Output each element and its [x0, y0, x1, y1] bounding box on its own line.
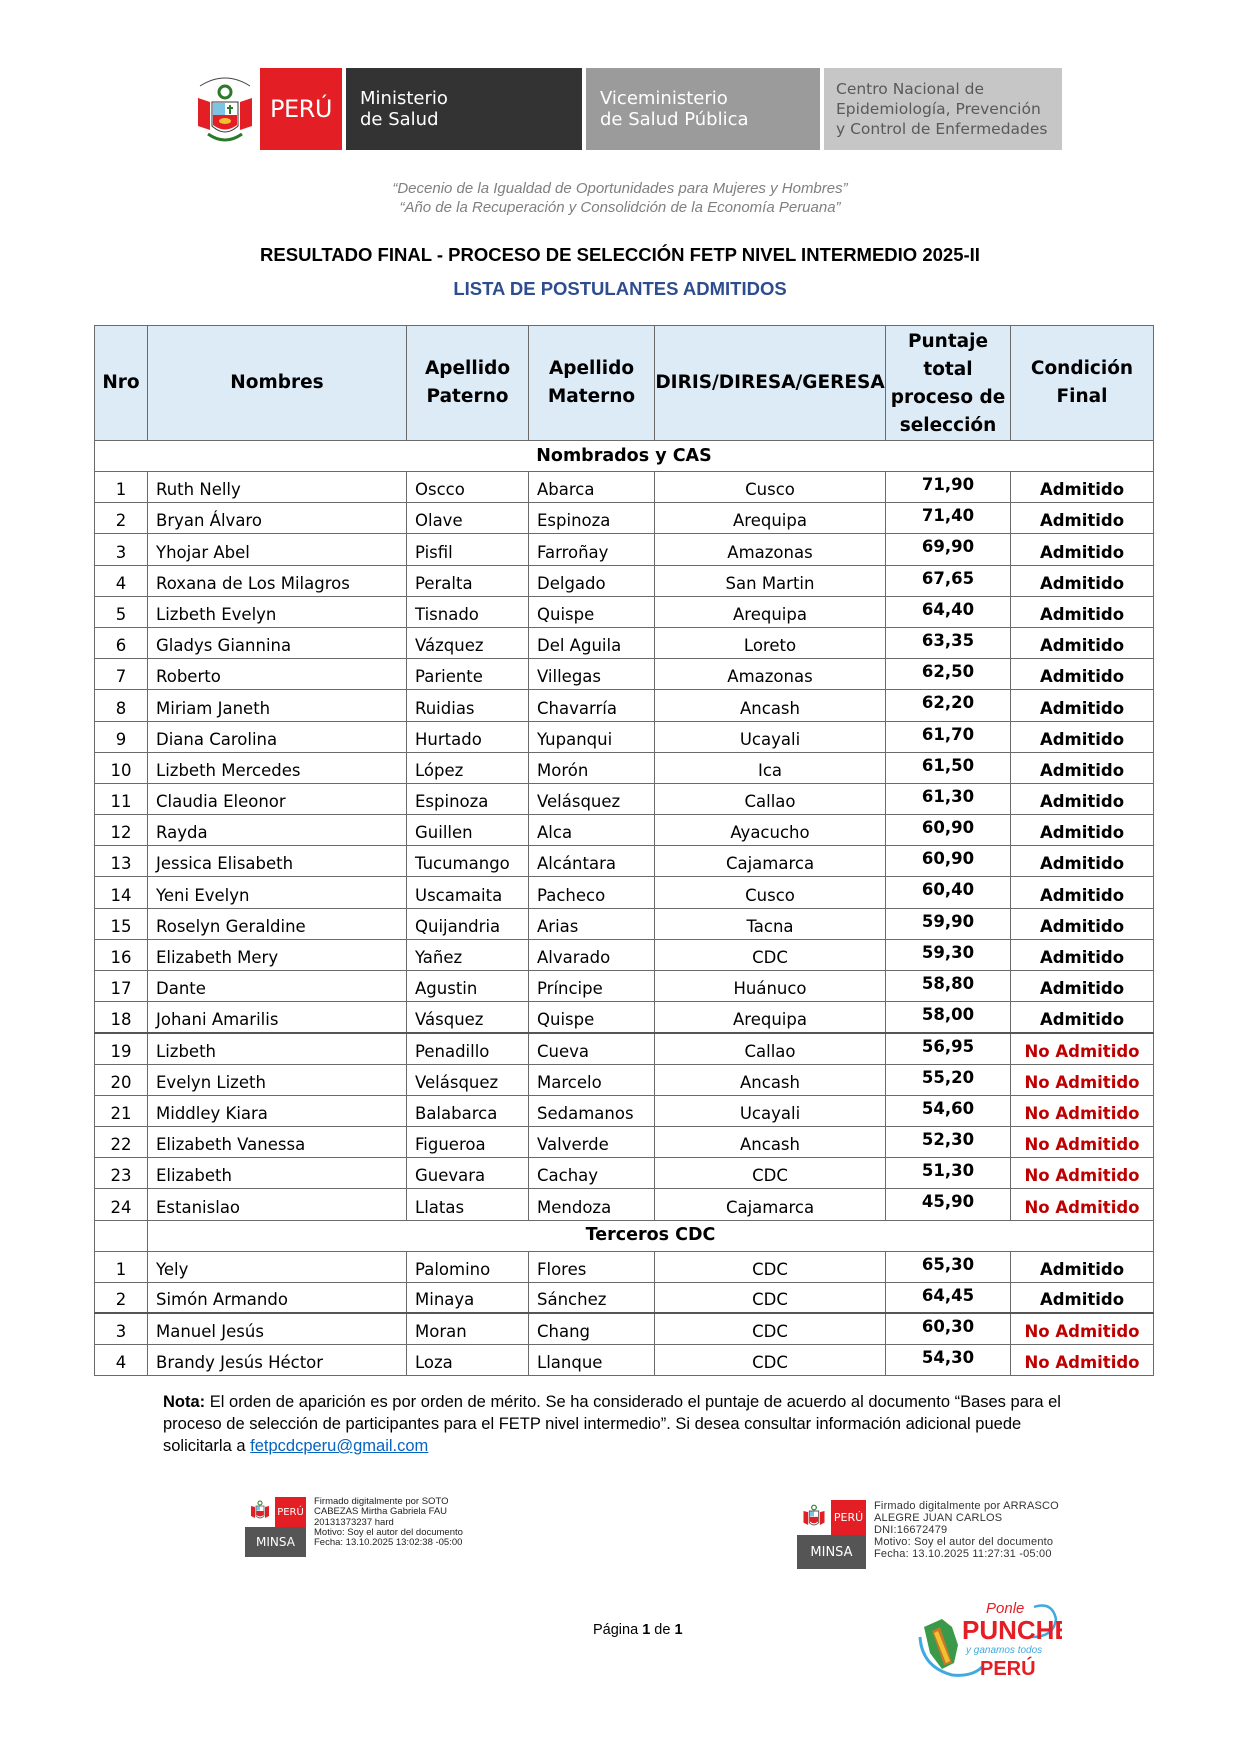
cell-apellido-paterno: Minaya [407, 1282, 529, 1313]
table-row [95, 1126, 1154, 1157]
cell-puntaje: 67,65 [886, 565, 1011, 596]
cell-condicion: No Admitido [1011, 1095, 1154, 1126]
cell-nro: 9 [95, 721, 148, 752]
cell-puntaje: 45,90 [886, 1189, 1011, 1220]
cell-nro: 6 [95, 627, 148, 658]
cell-nombres: Ruth Nelly [148, 472, 407, 503]
table-row [95, 1158, 1154, 1189]
cell-nro: 19 [95, 1033, 148, 1064]
cell-nro: 17 [95, 971, 148, 1002]
cell-nombres: Lizbeth Mercedes [148, 752, 407, 783]
table-row [95, 1095, 1154, 1126]
cell-nro: 13 [95, 846, 148, 877]
cell-apellido-materno: Llanque [529, 1345, 655, 1376]
cell-puntaje: 54,60 [886, 1095, 1011, 1126]
cell-puntaje: 58,00 [886, 1002, 1011, 1033]
cell-diris: Amazonas [655, 659, 886, 690]
col-header-puntaje: Puntaje total proceso de selección [886, 326, 1011, 441]
cell-condicion: Admitido [1011, 690, 1154, 721]
cell-nro: 2 [95, 503, 148, 534]
cell-nro: 20 [95, 1064, 148, 1095]
cell-apellido-materno: Chavarría [529, 690, 655, 721]
col-header-apellido-paterno: Apellido Paterno [407, 326, 529, 441]
coat-of-arms-icon [192, 68, 258, 150]
col-header-nombres: Nombres [148, 326, 407, 441]
contact-email-link[interactable]: fetpcdcperu@gmail.com [250, 1437, 429, 1455]
cell-nombres: Roselyn Geraldine [148, 908, 407, 939]
peru-label: PERÚ [270, 95, 332, 123]
cell-apellido-paterno: Olave [407, 503, 529, 534]
ministry-line-2: de Salud [360, 109, 439, 130]
svg-text:y ganamos todos: y ganamos todos [966, 1645, 1043, 1656]
cell-nro: 8 [95, 690, 148, 721]
cell-condicion: Admitido [1011, 1282, 1154, 1313]
cell-diris: Ancash [655, 690, 886, 721]
cell-apellido-materno: Abarca [529, 472, 655, 503]
digital-signature-1 [245, 1497, 463, 1557]
cell-condicion: Admitido [1011, 472, 1154, 503]
cell-nro: 22 [95, 1126, 148, 1157]
signature-text: Firmado digitalmente por ARRASCO ALEGRE JUAN CARLOS DNI:16672479 Motivo: Soy el autor del documento Fecha: 13.10.2025 11:27:31 -05:00 [874, 1500, 1059, 1560]
cell-nro: 1 [95, 1251, 148, 1282]
cell-diris: San Martin [655, 565, 886, 596]
table-row [95, 1282, 1154, 1313]
cell-apellido-materno: Velásquez [529, 783, 655, 814]
motto-year: “Año de la Recuperación y Consolidción de la Economía Peruana” [399, 199, 841, 216]
cell-condicion: Admitido [1011, 1251, 1154, 1282]
cell-nro: 14 [95, 877, 148, 908]
cell-condicion: Admitido [1011, 659, 1154, 690]
cell-apellido-materno: Yupanqui [529, 721, 655, 752]
svg-text:PUNCHE: PUNCHE [962, 1615, 1062, 1645]
cell-puntaje: 61,30 [886, 783, 1011, 814]
col-header-condicion: Condición Final [1011, 326, 1154, 441]
cell-nombres: Gladys Giannina [148, 627, 407, 658]
cell-puntaje: 62,50 [886, 659, 1011, 690]
cell-condicion: Admitido [1011, 752, 1154, 783]
cell-apellido-materno: Quispe [529, 1002, 655, 1033]
cell-apellido-materno: Alca [529, 815, 655, 846]
ponle-punche-logo [912, 1597, 1062, 1682]
minsa-label: MINSA [797, 1535, 866, 1569]
cell-nro: 23 [95, 1158, 148, 1189]
cell-condicion: Admitido [1011, 908, 1154, 939]
cell-nombres: Miriam Janeth [148, 690, 407, 721]
cell-diris: CDC [655, 1251, 886, 1282]
cell-puntaje: 59,90 [886, 908, 1011, 939]
cell-diris: Ancash [655, 1126, 886, 1157]
cell-puntaje: 56,95 [886, 1033, 1011, 1064]
mini-peru-label: PERÚ [275, 1497, 306, 1527]
cell-condicion: Admitido [1011, 815, 1154, 846]
col-header-nro: Nro [95, 326, 148, 441]
cell-nro: 10 [95, 752, 148, 783]
cell-nro: 24 [95, 1189, 148, 1220]
cell-puntaje: 60,90 [886, 846, 1011, 877]
cell-nro: 3 [95, 1313, 148, 1344]
table-row [95, 1345, 1154, 1376]
cell-puntaje: 69,90 [886, 534, 1011, 565]
cell-puntaje: 62,20 [886, 690, 1011, 721]
table-row [95, 627, 1154, 658]
table-row [95, 690, 1154, 721]
cell-apellido-paterno: Pariente [407, 659, 529, 690]
cell-puntaje: 64,45 [886, 1282, 1011, 1313]
table-row [95, 596, 1154, 627]
center-line-1: Centro Nacional de [836, 80, 985, 98]
cell-apellido-materno: Farroñay [529, 534, 655, 565]
cell-condicion: No Admitido [1011, 1313, 1154, 1344]
cell-nombres: Evelyn Lizeth [148, 1064, 407, 1095]
cell-puntaje: 71,90 [886, 472, 1011, 503]
cell-puntaje: 60,40 [886, 877, 1011, 908]
cell-nombres: Estanislao [148, 1189, 407, 1220]
cell-nombres: Yeni Evelyn [148, 877, 407, 908]
motto-decade: “Decenio de la Igualdad de Oportunidades para Mujeres y Hombres” [392, 180, 848, 197]
cell-puntaje: 59,30 [886, 939, 1011, 970]
cell-nombres: Lizbeth Evelyn [148, 596, 407, 627]
cell-nro: 18 [95, 1002, 148, 1033]
cell-apellido-paterno: Penadillo [407, 1033, 529, 1064]
cell-diris: Cusco [655, 472, 886, 503]
cell-nro: 4 [95, 565, 148, 596]
cdc-logo [824, 68, 1062, 150]
cell-puntaje: 55,20 [886, 1064, 1011, 1095]
cell-diris: Amazonas [655, 534, 886, 565]
cell-apellido-materno: Sedamanos [529, 1095, 655, 1126]
cell-nombres: Yhojar Abel [148, 534, 407, 565]
cell-puntaje: 63,35 [886, 627, 1011, 658]
cell-apellido-paterno: Moran [407, 1313, 529, 1344]
cell-apellido-paterno: Palomino [407, 1251, 529, 1282]
cell-diris: CDC [655, 1158, 886, 1189]
cell-diris: Cajamarca [655, 1189, 886, 1220]
table-row [95, 721, 1154, 752]
page-subtitle: LISTA DE POSTULANTES ADMITIDOS [453, 278, 787, 299]
svg-text:PERÚ: PERÚ [980, 1658, 1036, 1680]
peru-logo [260, 68, 342, 150]
minsa-label: MINSA [245, 1527, 306, 1557]
cell-apellido-materno: Marcelo [529, 1064, 655, 1095]
cell-apellido-materno: Valverde [529, 1126, 655, 1157]
section-header-row [95, 1220, 1154, 1251]
cell-apellido-materno: Flores [529, 1251, 655, 1282]
table-row [95, 1189, 1154, 1220]
cell-puntaje: 71,40 [886, 503, 1011, 534]
cell-condicion: Admitido [1011, 534, 1154, 565]
cell-apellido-paterno: Quijandria [407, 908, 529, 939]
table-row [95, 1002, 1154, 1033]
cell-apellido-materno: Del Aguila [529, 627, 655, 658]
table-row [95, 783, 1154, 814]
cell-apellido-paterno: Yañez [407, 939, 529, 970]
cell-nombres: Bryan Álvaro [148, 503, 407, 534]
cell-puntaje: 60,90 [886, 815, 1011, 846]
cell-nombres: Brandy Jesús Héctor [148, 1345, 407, 1376]
cell-apellido-paterno: Guillen [407, 815, 529, 846]
cell-diris: CDC [655, 1313, 886, 1344]
cell-nombres: Claudia Eleonor [148, 783, 407, 814]
cell-apellido-materno: Chang [529, 1313, 655, 1344]
cell-apellido-materno: Alvarado [529, 939, 655, 970]
cell-condicion: Admitido [1011, 596, 1154, 627]
cell-diris: Cajamarca [655, 846, 886, 877]
vice-line-1: Viceministerio [600, 88, 728, 109]
cell-nombres: Jessica Elisabeth [148, 846, 407, 877]
cell-apellido-paterno: Espinoza [407, 783, 529, 814]
cell-nro: 16 [95, 939, 148, 970]
cell-nro: 12 [95, 815, 148, 846]
table-row [95, 1313, 1154, 1344]
cell-condicion: Admitido [1011, 721, 1154, 752]
center-line-2: Epidemiología, Prevención [836, 100, 1041, 118]
table-row [95, 503, 1154, 534]
cell-condicion: No Admitido [1011, 1158, 1154, 1189]
cell-diris: Huánuco [655, 971, 886, 1002]
cell-apellido-paterno: Balabarca [407, 1095, 529, 1126]
section-label: Terceros CDC [148, 1220, 1154, 1251]
cell-nombres: Elizabeth Vanessa [148, 1126, 407, 1157]
mini-coat-of-arms-icon [797, 1500, 831, 1535]
page-number: Página 1 de 1 [593, 1622, 683, 1638]
note-label: Nota: [163, 1393, 206, 1411]
cell-apellido-materno: Morón [529, 752, 655, 783]
table-row [95, 534, 1154, 565]
cell-condicion: Admitido [1011, 877, 1154, 908]
cell-apellido-materno: Delgado [529, 565, 655, 596]
cell-apellido-paterno: Uscamaita [407, 877, 529, 908]
cell-condicion: No Admitido [1011, 1126, 1154, 1157]
cell-nombres: Elizabeth [148, 1158, 407, 1189]
cell-puntaje: 61,70 [886, 721, 1011, 752]
vice-line-2: de Salud Pública [600, 109, 749, 130]
table-row [95, 1033, 1154, 1064]
cell-nro: 4 [95, 1345, 148, 1376]
cell-apellido-paterno: Velásquez [407, 1064, 529, 1095]
cell-apellido-paterno: Pisfil [407, 534, 529, 565]
cell-condicion: No Admitido [1011, 1033, 1154, 1064]
cell-puntaje: 51,30 [886, 1158, 1011, 1189]
signature-text: Firmado digitalmente por SOTO CABEZAS Mirtha Gabriela FAU 20131373237 hard Motivo: Soy el autor del documento Fecha: 13.10.2025 13:02:38 -05:00 [314, 1496, 463, 1549]
cell-diris: CDC [655, 1282, 886, 1313]
table-row [95, 846, 1154, 877]
section-label: Nombrados y CAS [95, 441, 1154, 472]
section-empty-cell [95, 1220, 148, 1251]
cell-nro: 11 [95, 783, 148, 814]
cell-apellido-paterno: Vásquez [407, 1002, 529, 1033]
ministry-line-1: Ministerio [360, 88, 448, 109]
ministry-logo [346, 68, 582, 150]
viceministry-logo [586, 68, 820, 150]
cell-diris: Ayacucho [655, 815, 886, 846]
table-row [95, 908, 1154, 939]
table-row [95, 1064, 1154, 1095]
cell-nro: 1 [95, 472, 148, 503]
cell-apellido-paterno: Agustin [407, 971, 529, 1002]
cell-nro: 15 [95, 908, 148, 939]
cell-puntaje: 60,30 [886, 1313, 1011, 1344]
cell-condicion: Admitido [1011, 503, 1154, 534]
col-header-diris: DIRIS/DIRESA/GERESA [655, 326, 886, 441]
cell-apellido-materno: Cachay [529, 1158, 655, 1189]
cell-apellido-materno: Alcántara [529, 846, 655, 877]
cell-nombres: Diana Carolina [148, 721, 407, 752]
cell-apellido-paterno: Llatas [407, 1189, 529, 1220]
cell-condicion: No Admitido [1011, 1064, 1154, 1095]
note-text: El orden de aparición es por orden de mérito. Se ha considerado el puntaje de acuerdo al documento “Bases para el proceso de selección de participantes para el FETP nivel intermedio”. Si desea consultar información adicional puede solicitarla a [163, 1393, 1061, 1455]
cell-condicion: Admitido [1011, 627, 1154, 658]
cell-apellido-materno: Arias [529, 908, 655, 939]
center-line-3: y Control de Enfermedades [836, 120, 1048, 138]
cell-apellido-materno: Quispe [529, 596, 655, 627]
cell-nro: 5 [95, 596, 148, 627]
cell-diris: Tacna [655, 908, 886, 939]
cell-apellido-materno: Mendoza [529, 1189, 655, 1220]
cell-diris: Ucayali [655, 721, 886, 752]
cell-nro: 21 [95, 1095, 148, 1126]
cell-apellido-paterno: Figueroa [407, 1126, 529, 1157]
cell-nombres: Elizabeth Mery [148, 939, 407, 970]
table-row [95, 971, 1154, 1002]
table-row [95, 752, 1154, 783]
cell-apellido-paterno: Loza [407, 1345, 529, 1376]
header-logo-band [192, 68, 1062, 150]
cell-nro: 3 [95, 534, 148, 565]
mini-coat-of-arms-icon [245, 1497, 275, 1527]
cell-apellido-paterno: Peralta [407, 565, 529, 596]
cell-apellido-materno: Príncipe [529, 971, 655, 1002]
table-body [95, 441, 1154, 1376]
cell-apellido-paterno: Tucumango [407, 846, 529, 877]
cell-diris: Arequipa [655, 596, 886, 627]
cell-condicion: Admitido [1011, 939, 1154, 970]
minsa-seal [245, 1497, 306, 1557]
cell-diris: Arequipa [655, 503, 886, 534]
cell-nombres: Rayda [148, 815, 407, 846]
cell-condicion: Admitido [1011, 783, 1154, 814]
table-row [95, 1251, 1154, 1282]
cell-apellido-paterno: Vázquez [407, 627, 529, 658]
mini-peru-label: PERÚ [831, 1500, 866, 1535]
cell-condicion: Admitido [1011, 565, 1154, 596]
table-row [95, 815, 1154, 846]
cell-apellido-materno: Espinoza [529, 503, 655, 534]
cell-condicion: No Admitido [1011, 1345, 1154, 1376]
cell-nombres: Manuel Jesús [148, 1313, 407, 1344]
cell-diris: CDC [655, 939, 886, 970]
minsa-seal [797, 1500, 866, 1569]
cell-puntaje: 52,30 [886, 1126, 1011, 1157]
cell-apellido-materno: Sánchez [529, 1282, 655, 1313]
cell-apellido-paterno: López [407, 752, 529, 783]
cell-apellido-paterno: Guevara [407, 1158, 529, 1189]
cell-diris: Ica [655, 752, 886, 783]
campaign-ponle: Ponle [986, 1600, 1025, 1617]
cell-diris: Loreto [655, 627, 886, 658]
cell-condicion: Admitido [1011, 846, 1154, 877]
cell-diris: Ucayali [655, 1095, 886, 1126]
cell-nro: 2 [95, 1282, 148, 1313]
cell-nro: 7 [95, 659, 148, 690]
cell-nombres: Simón Armando [148, 1282, 407, 1313]
cell-nombres: Dante [148, 971, 407, 1002]
table-row [95, 877, 1154, 908]
cell-diris: CDC [655, 1345, 886, 1376]
cell-apellido-paterno: Ruidias [407, 690, 529, 721]
cell-nombres: Yely [148, 1251, 407, 1282]
cell-apellido-materno: Pacheco [529, 877, 655, 908]
results-table [94, 325, 1154, 1376]
cell-apellido-paterno: Hurtado [407, 721, 529, 752]
cell-nombres: Roxana de Los Milagros [148, 565, 407, 596]
cell-puntaje: 61,50 [886, 752, 1011, 783]
table-row [95, 939, 1154, 970]
cell-diris: Ancash [655, 1064, 886, 1095]
cell-nombres: Lizbeth [148, 1033, 407, 1064]
cell-apellido-paterno: Tisnado [407, 596, 529, 627]
cell-puntaje: 58,80 [886, 971, 1011, 1002]
table-header-row [95, 326, 1154, 441]
cell-apellido-materno: Villegas [529, 659, 655, 690]
cell-diris: Arequipa [655, 1002, 886, 1033]
note-paragraph [163, 1391, 1083, 1457]
section-header-row [95, 441, 1154, 472]
cell-apellido-paterno: Oscco [407, 472, 529, 503]
table-row [95, 472, 1154, 503]
digital-signature-2 [797, 1500, 1059, 1569]
cell-diris: Cusco [655, 877, 886, 908]
cell-diris: Callao [655, 783, 886, 814]
cell-apellido-materno: Cueva [529, 1033, 655, 1064]
cell-diris: Callao [655, 1033, 886, 1064]
cell-puntaje: 54,30 [886, 1345, 1011, 1376]
cell-nombres: Middley Kiara [148, 1095, 407, 1126]
page-title: RESULTADO FINAL - PROCESO DE SELECCIÓN FETP NIVEL INTERMEDIO 2025-II [260, 244, 980, 265]
col-header-apellido-materno: Apellido Materno [529, 326, 655, 441]
cell-puntaje: 65,30 [886, 1251, 1011, 1282]
cell-nombres: Johani Amarilis [148, 1002, 407, 1033]
cell-puntaje: 64,40 [886, 596, 1011, 627]
cell-condicion: Admitido [1011, 1002, 1154, 1033]
table-row [95, 659, 1154, 690]
table-row [95, 565, 1154, 596]
cell-nombres: Roberto [148, 659, 407, 690]
cell-condicion: No Admitido [1011, 1189, 1154, 1220]
cell-condicion: Admitido [1011, 971, 1154, 1002]
